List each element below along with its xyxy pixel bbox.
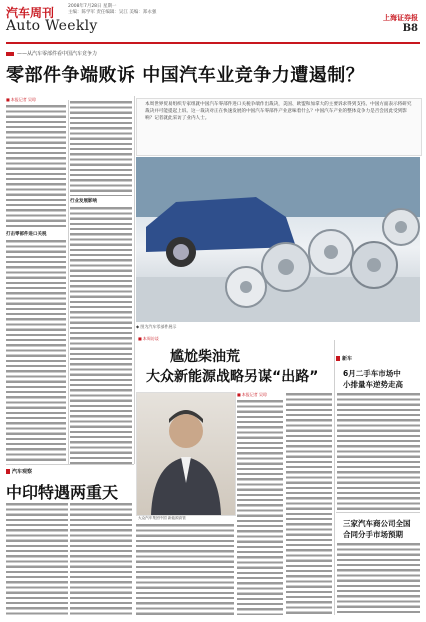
sidebar-title2-line2: 合同分手市场预期 [343,530,403,539]
auto-parts-photo [136,157,420,322]
lead-headline: 零部件争端败诉 中国汽车业竞争力遭遏制？ [6,65,365,86]
sidebar-text-2 [337,542,420,615]
feature-title-line1: 尴尬柴油荒 [170,349,240,365]
sidebar-label: 新车 [336,355,352,362]
section-title-en: Auto Weekly [6,18,98,34]
column-divider [134,96,135,464]
feature-byline: ■ 本报记者 吴琼 [237,392,267,398]
page-number: B8 [402,23,418,34]
header-rule [6,42,420,44]
masthead-title: 汽车周刊 [6,6,55,20]
feature-kicker: ■ 本周访谈 [138,336,159,342]
bottom-headline: 中印特遇两重天 [6,483,119,502]
bottom-col-text-1 [6,502,68,615]
feature-title-line2: 大众新能源战略另谋“出路” [146,369,319,385]
sidebar-title1-line1: 6月二手车市场中 [343,369,401,378]
section-divider [6,464,134,465]
sidebar-title1-line2: 小排量车逆势走高 [343,380,403,389]
left-col-text-2 [6,239,66,464]
left-col-subhead-1: 打击零部件进口关税 [6,232,47,237]
mid-col-text-2 [70,206,132,464]
mid-col-subhead-1: 行业发展影响 [70,199,97,204]
portrait-photo [136,392,236,516]
dateline [68,4,156,16]
mid-col-text-1 [70,100,132,196]
photo-caption: ◆ 图为汽车零部件展示 [136,324,177,329]
wheels-illustration [136,157,420,322]
sidebar-divider [334,340,335,615]
lead-byline: ■ 本报记者 吴琼 [6,97,36,103]
person-illustration [137,393,235,515]
bottom-col-text-2 [70,502,132,615]
portrait-caption: 大众汽车集团中国 新能源高管 [138,516,186,520]
sidebar-title2-line1: 三家汽车商公司全国 [343,519,411,528]
bottom-section-label: 汽车观察 [6,468,32,475]
sidebar-rule [336,512,420,513]
lead-kicker: ——从汽车零部件看中国汽车竞争力 [6,50,97,57]
left-col-text-1 [6,104,66,229]
feature-col-text-0 [136,523,234,615]
column-divider [68,100,69,464]
date-text: 2008年7月28日 星期一 [68,4,117,9]
staff-text: 主编：陈学军 责任编辑：吴江 美编：郑永强 [68,10,157,15]
lead-summary: 本周世界贸易组织专家组就中国汽车零部件进口关税争端作出裁决，美国、欧盟和加拿大的主要诉求得到支持。中国方面表示将研究裁决并可能提起上诉。这一裁决对正在快速发展的中国汽车零部件产业意味着什么？中国汽车产业的整体竞争力是否会因此受到影响？记者就此采访了业内人士。 [145,102,412,121]
publication-name: 上海证券报 [383,14,418,22]
feature-col-text-1 [237,399,283,615]
sidebar-text-1 [337,392,420,510]
feature-col-text-2 [286,392,332,615]
